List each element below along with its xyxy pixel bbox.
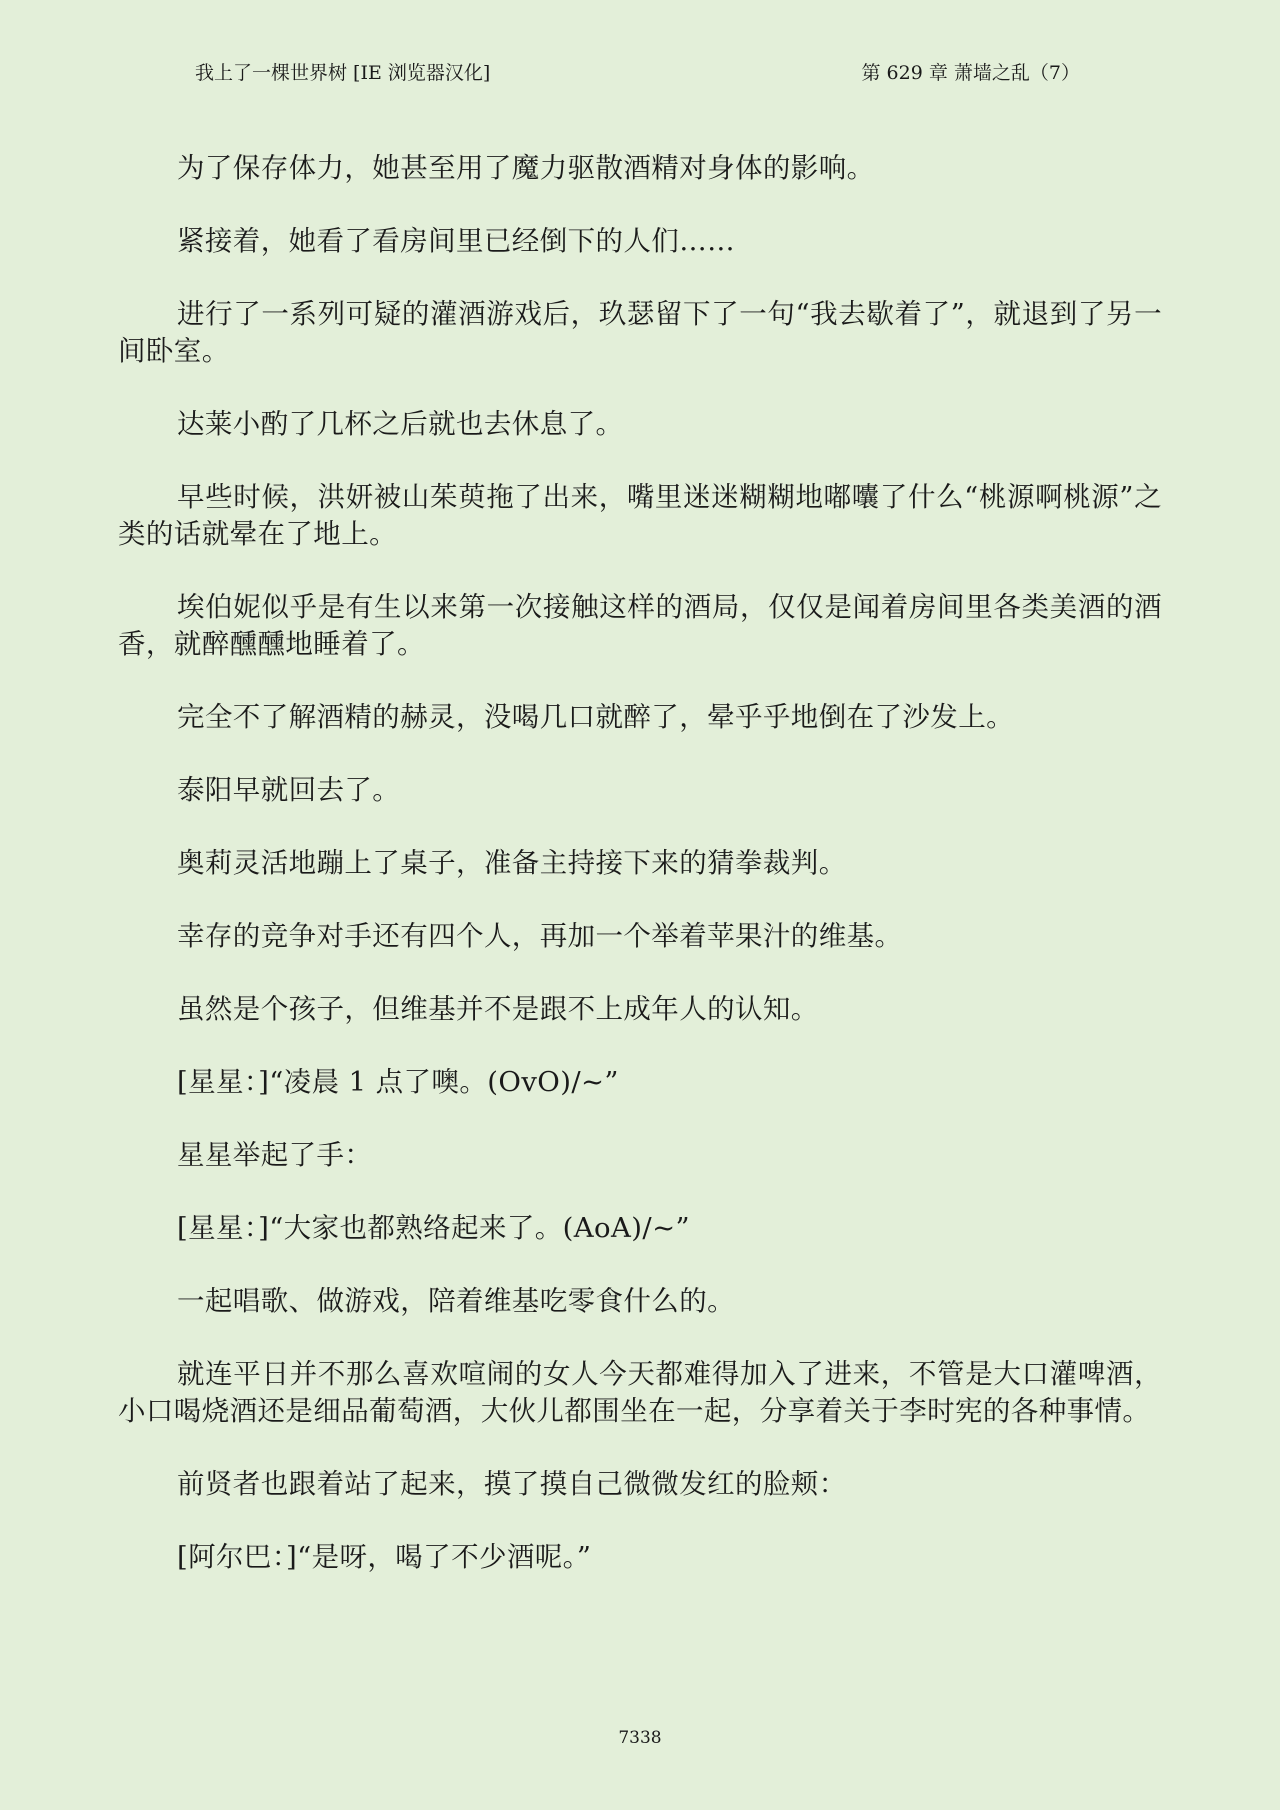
book-title: 我上了一棵世界树 [IE 浏览器汉化] (195, 62, 491, 84)
paragraph: 虽然是个孩子，但维基并不是跟不上成年人的认知。 (177, 993, 819, 1025)
paragraph: 为了保存体力，她甚至用了魔力驱散酒精对身体的影响。 (177, 152, 875, 184)
paragraph: 就连平日并不那么喜欢喧闹的女人今天都难得加入了进来，不管是大口灌啤酒，小口喝烧酒还是细品葡萄酒，大伙儿都围坐在一起，分享着关于李时宪的各种事情。 (118, 1358, 1162, 1427)
dialogue-line: [星星：]“大家也都熟络起来了。(AoA)/~” (177, 1212, 690, 1244)
paragraph: 进行了一系列可疑的灌酒游戏后，玖瑟留下了一句“我去歇着了”，就退到了另一间卧室。 (118, 298, 1162, 367)
paragraph: 泰阳早就回去了。 (177, 774, 401, 806)
page-footer (0, 1726, 1280, 1750)
paragraph: 达莱小酌了几杯之后就也去休息了。 (177, 408, 624, 440)
paragraph: 紧接着，她看了看房间里已经倒下的人们…… (177, 225, 735, 257)
paragraph: 星星举起了手： (177, 1139, 373, 1171)
paragraph: 埃伯妮似乎是有生以来第一次接触这样的酒局，仅仅是闻着房间里各类美酒的酒香，就醉醺醺地睡着了。 (118, 591, 1162, 660)
dialogue-line: [阿尔巴：]“是呀，喝了不少酒呢。” (177, 1541, 592, 1573)
paragraph: 幸存的竞争对手还有四个人，再加一个举着苹果汁的维基。 (177, 920, 903, 952)
dialogue-line: [星星：]“凌晨 1 点了噢。(OvO)/~” (177, 1066, 619, 1098)
chapter-body (118, 150, 1162, 1612)
paragraph: 完全不了解酒精的赫灵，没喝几口就醉了，晕乎乎地倒在了沙发上。 (177, 701, 1014, 733)
chapter-title: 第 629 章 萧墙之乱（7） (861, 62, 1080, 84)
paragraph: 前贤者也跟着站了起来，摸了摸自己微微发红的脸颊： (177, 1468, 847, 1500)
paragraph: 早些时候，洪妍被山茱萸拖了出来，嘴里迷迷糊糊地嘟囔了什么“桃源啊桃源”之类的话就晕在了地上。 (118, 481, 1162, 550)
page-number: 7338 (618, 1728, 662, 1748)
paragraph: 奥莉灵活地蹦上了桌子，准备主持接下来的猜拳裁判。 (177, 847, 847, 879)
paragraph: 一起唱歌、做游戏，陪着维基吃零食什么的。 (177, 1285, 735, 1317)
page-header (0, 58, 1280, 88)
